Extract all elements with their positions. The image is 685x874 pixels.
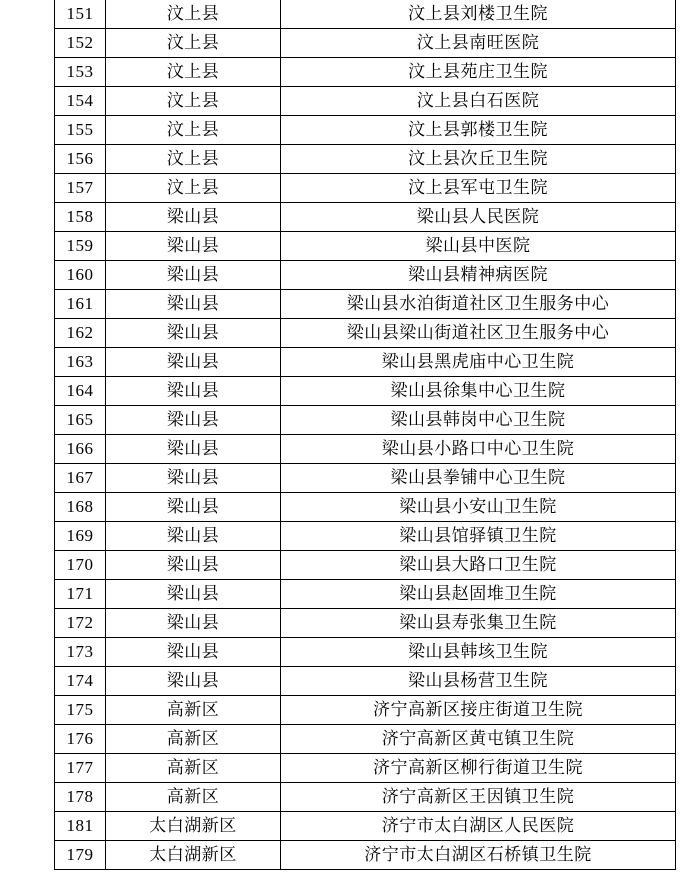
row-number: 168 <box>55 493 106 522</box>
row-number: 162 <box>55 319 106 348</box>
table-row <box>55 812 676 841</box>
county-cell: 梁山县 <box>106 290 281 319</box>
hospital-name-cell: 汶上县次丘卫生院 <box>281 145 676 174</box>
county-cell: 汶上县 <box>106 116 281 145</box>
table-row <box>55 754 676 783</box>
county-cell: 汶上县 <box>106 0 281 29</box>
hospital-name-cell: 济宁市太白湖区人民医院 <box>281 812 676 841</box>
hospital-name-cell: 梁山县中医院 <box>281 232 676 261</box>
table-row <box>55 783 676 812</box>
hospital-name-cell: 梁山县精神病医院 <box>281 261 676 290</box>
row-number: 152 <box>55 29 106 58</box>
table-row <box>55 725 676 754</box>
county-cell: 高新区 <box>106 754 281 783</box>
table-row <box>55 493 676 522</box>
table-row <box>55 87 676 116</box>
county-cell: 梁山县 <box>106 261 281 290</box>
county-cell: 梁山县 <box>106 580 281 609</box>
table-row <box>55 696 676 725</box>
row-number: 176 <box>55 725 106 754</box>
county-cell: 高新区 <box>106 725 281 754</box>
hospital-name-cell: 济宁高新区王因镇卫生院 <box>281 783 676 812</box>
table-row <box>55 406 676 435</box>
table-row <box>55 522 676 551</box>
row-number: 178 <box>55 783 106 812</box>
row-number: 166 <box>55 435 106 464</box>
row-number: 151 <box>55 0 106 29</box>
hospital-name-cell: 梁山县杨营卫生院 <box>281 667 676 696</box>
hospital-name-cell: 汶上县刘楼卫生院 <box>281 0 676 29</box>
county-cell: 梁山县 <box>106 609 281 638</box>
hospital-name-cell: 梁山县拳铺中心卫生院 <box>281 464 676 493</box>
hospital-list-table <box>54 0 676 870</box>
table-row <box>55 174 676 203</box>
county-cell: 梁山县 <box>106 435 281 464</box>
row-number: 170 <box>55 551 106 580</box>
hospital-name-cell: 梁山县韩岗中心卫生院 <box>281 406 676 435</box>
row-number: 155 <box>55 116 106 145</box>
table-row <box>55 261 676 290</box>
hospital-name-cell: 梁山县水泊街道社区卫生服务中心 <box>281 290 676 319</box>
table-row <box>55 203 676 232</box>
row-number: 165 <box>55 406 106 435</box>
table-row <box>55 319 676 348</box>
county-cell: 汶上县 <box>106 145 281 174</box>
row-number: 153 <box>55 58 106 87</box>
table-row <box>55 464 676 493</box>
hospital-name-cell: 梁山县寿张集卫生院 <box>281 609 676 638</box>
table-row <box>55 29 676 58</box>
county-cell: 汶上县 <box>106 174 281 203</box>
county-cell: 梁山县 <box>106 377 281 406</box>
row-number: 156 <box>55 145 106 174</box>
county-cell: 梁山县 <box>106 551 281 580</box>
hospital-name-cell: 汶上县苑庄卫生院 <box>281 58 676 87</box>
row-number: 161 <box>55 290 106 319</box>
county-cell: 梁山县 <box>106 203 281 232</box>
county-cell: 梁山县 <box>106 406 281 435</box>
hospital-name-cell: 梁山县大路口卫生院 <box>281 551 676 580</box>
table-row <box>55 145 676 174</box>
hospital-name-cell: 梁山县黑虎庙中心卫生院 <box>281 348 676 377</box>
table-row <box>55 0 676 29</box>
row-number: 172 <box>55 609 106 638</box>
county-cell: 汶上县 <box>106 29 281 58</box>
table-row <box>55 377 676 406</box>
county-cell: 梁山县 <box>106 522 281 551</box>
table-row <box>55 58 676 87</box>
row-number: 163 <box>55 348 106 377</box>
table-row <box>55 638 676 667</box>
county-cell: 汶上县 <box>106 58 281 87</box>
county-cell: 梁山县 <box>106 667 281 696</box>
hospital-name-cell: 梁山县徐集中心卫生院 <box>281 377 676 406</box>
row-number: 164 <box>55 377 106 406</box>
county-cell: 太白湖新区 <box>106 812 281 841</box>
row-number: 159 <box>55 232 106 261</box>
row-number: 177 <box>55 754 106 783</box>
hospital-name-cell: 梁山县小路口中心卫生院 <box>281 435 676 464</box>
hospital-name-cell: 汶上县军屯卫生院 <box>281 174 676 203</box>
row-number: 169 <box>55 522 106 551</box>
table-row <box>55 435 676 464</box>
county-cell: 梁山县 <box>106 348 281 377</box>
row-number: 167 <box>55 464 106 493</box>
hospital-name-cell: 梁山县小安山卫生院 <box>281 493 676 522</box>
row-number: 179 <box>55 841 106 870</box>
hospital-name-cell: 梁山县梁山街道社区卫生服务中心 <box>281 319 676 348</box>
hospital-name-cell: 梁山县赵固堆卫生院 <box>281 580 676 609</box>
county-cell: 汶上县 <box>106 87 281 116</box>
table-row <box>55 580 676 609</box>
row-number: 157 <box>55 174 106 203</box>
row-number: 174 <box>55 667 106 696</box>
county-cell: 太白湖新区 <box>106 841 281 870</box>
row-number: 154 <box>55 87 106 116</box>
table-row <box>55 290 676 319</box>
hospital-name-cell: 梁山县人民医院 <box>281 203 676 232</box>
table-row <box>55 841 676 870</box>
hospital-name-cell: 梁山县韩垓卫生院 <box>281 638 676 667</box>
county-cell: 高新区 <box>106 696 281 725</box>
hospital-name-cell: 汶上县南旺医院 <box>281 29 676 58</box>
row-number: 173 <box>55 638 106 667</box>
table-row <box>55 232 676 261</box>
county-cell: 梁山县 <box>106 464 281 493</box>
hospital-name-cell: 汶上县白石医院 <box>281 87 676 116</box>
county-cell: 高新区 <box>106 783 281 812</box>
hospital-name-cell: 济宁市太白湖区石桥镇卫生院 <box>281 841 676 870</box>
row-number: 181 <box>55 812 106 841</box>
county-cell: 梁山县 <box>106 232 281 261</box>
table-row <box>55 551 676 580</box>
table-row <box>55 609 676 638</box>
row-number: 160 <box>55 261 106 290</box>
hospital-name-cell: 梁山县馆驿镇卫生院 <box>281 522 676 551</box>
county-cell: 梁山县 <box>106 638 281 667</box>
county-cell: 梁山县 <box>106 319 281 348</box>
row-number: 175 <box>55 696 106 725</box>
hospital-name-cell: 汶上县郭楼卫生院 <box>281 116 676 145</box>
table-row <box>55 667 676 696</box>
table-row <box>55 348 676 377</box>
hospital-name-cell: 济宁高新区黄屯镇卫生院 <box>281 725 676 754</box>
county-cell: 梁山县 <box>106 493 281 522</box>
row-number: 171 <box>55 580 106 609</box>
hospital-name-cell: 济宁高新区接庄街道卫生院 <box>281 696 676 725</box>
hospital-name-cell: 济宁高新区柳行街道卫生院 <box>281 754 676 783</box>
row-number: 158 <box>55 203 106 232</box>
hospital-list-body <box>55 0 676 870</box>
table-row <box>55 116 676 145</box>
